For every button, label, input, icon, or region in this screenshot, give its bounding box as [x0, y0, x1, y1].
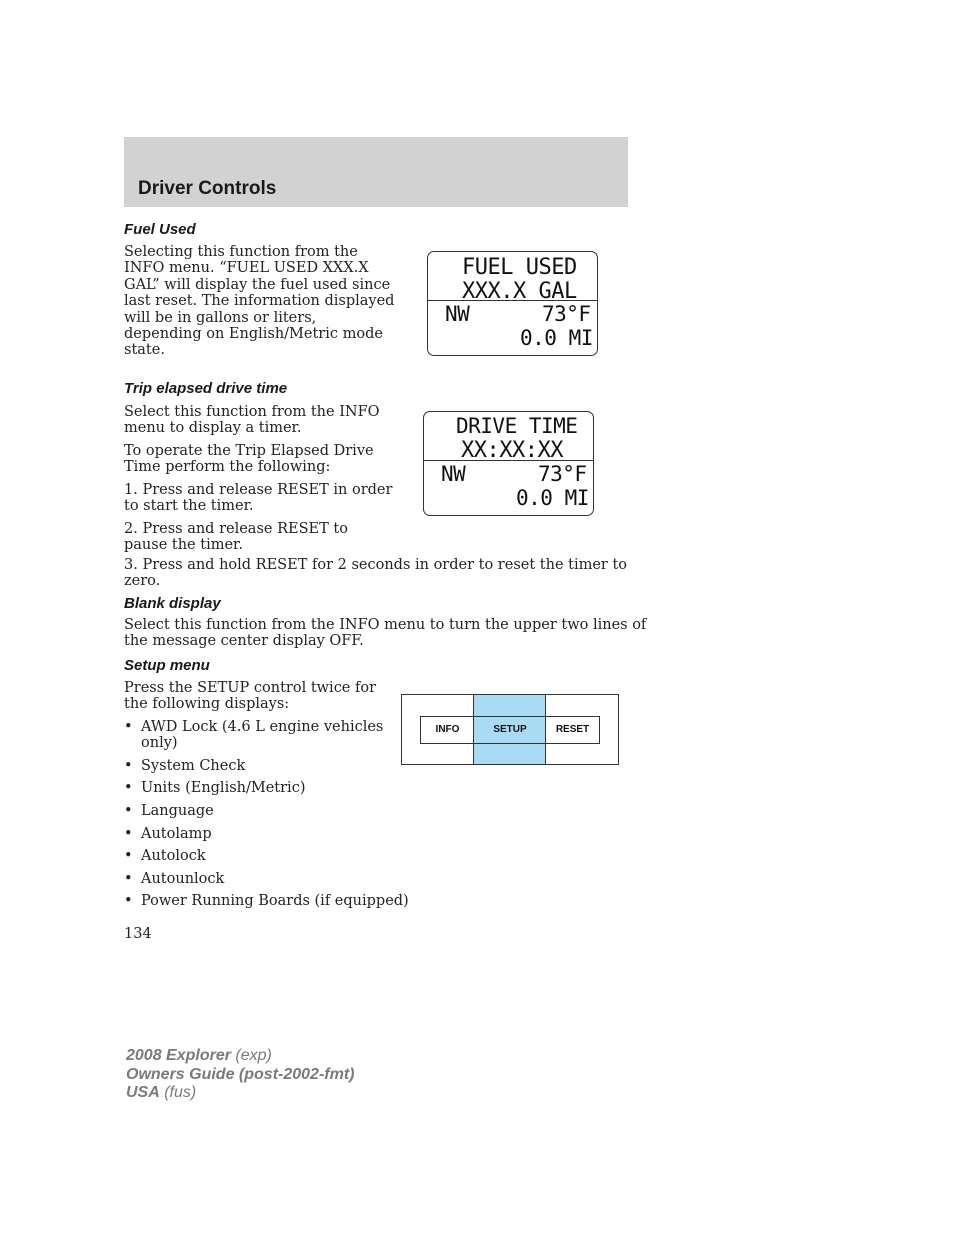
display-divider — [424, 460, 593, 461]
list-item-text: Autolamp — [141, 826, 212, 842]
list-item-text: Autolock — [141, 848, 206, 864]
footer-line-1 — [126, 1047, 272, 1065]
bullet-icon: • — [124, 871, 133, 887]
list-item-text: Units (English/Metric) — [141, 780, 306, 796]
fuel-used-display — [427, 251, 598, 356]
list-item — [124, 780, 384, 798]
list-item — [124, 758, 384, 776]
bullet-icon: • — [124, 719, 133, 735]
display-distance: 0.0 MI — [520, 326, 593, 350]
text-line: To operate the Trip Elapsed Drive — [124, 443, 374, 459]
text-line: the message center display OFF. — [124, 633, 364, 650]
text-line: Time perform the following: — [124, 459, 331, 476]
list-item — [124, 871, 384, 889]
footer-market: USA — [126, 1084, 160, 1101]
display-temperature: 73°F — [538, 462, 587, 486]
text-line: 2. Press and release RESET to — [124, 521, 348, 537]
bullet-icon: • — [124, 893, 133, 909]
list-item — [124, 803, 384, 821]
setup-menu-heading: Setup menu — [124, 657, 210, 674]
control-buttons-row — [420, 716, 600, 744]
trip-time-step-2 — [124, 521, 348, 554]
blank-display-heading: Blank display — [124, 595, 221, 612]
trip-time-step-1 — [124, 482, 392, 515]
text-line: 1. Press and release RESET in order — [124, 482, 393, 498]
list-item-text: AWD Lock (4.6 L engine vehicles — [141, 719, 384, 735]
text-line: to start the timer. — [124, 498, 254, 515]
footer-line-3 — [126, 1084, 196, 1102]
footer-guide: Owners Guide (post-2002-fmt) — [126, 1066, 355, 1083]
display-line-1: DRIVE TIME — [456, 414, 578, 438]
list-item-text: System Check — [141, 758, 246, 774]
display-temperature: 73°F — [542, 302, 591, 326]
text-line: menu to display a timer. — [124, 420, 302, 437]
text-line: zero. — [124, 573, 161, 590]
drive-time-display — [423, 411, 594, 516]
text-line: Select this function from the INFO menu to turn the upper two lines of — [124, 617, 647, 633]
trip-time-paragraph-2 — [124, 443, 374, 476]
section-title: Driver Controls — [138, 178, 277, 199]
display-compass: NW — [445, 302, 470, 326]
bullet-icon: • — [124, 780, 133, 796]
list-item — [124, 848, 384, 866]
setup-controls-illustration — [401, 694, 619, 765]
footer-line-2 — [126, 1066, 354, 1084]
info-button: INFO — [435, 724, 460, 735]
text-line: depending on English/Metric mode — [124, 326, 383, 343]
footer-model: 2008 Explorer — [126, 1047, 231, 1064]
display-line-2: XX:XX:XX — [461, 438, 563, 463]
footer-market-code: (fus) — [159, 1084, 197, 1101]
text-line: Press the SETUP control twice for — [124, 680, 377, 696]
list-item — [124, 893, 409, 911]
display-distance: 0.0 MI — [516, 486, 589, 510]
list-item — [124, 826, 384, 844]
text-line: the following displays: — [124, 696, 290, 713]
setup-menu-intro — [124, 680, 376, 713]
bullet-icon: • — [124, 803, 133, 819]
setup-button: SETUP — [493, 724, 527, 735]
page-number: 134 — [124, 926, 152, 942]
list-item-text: Power Running Boards (if equipped) — [141, 893, 409, 909]
bullet-icon: • — [124, 758, 133, 774]
text-line: pause the timer. — [124, 537, 243, 554]
text-line: INFO menu. “FUEL USED XXX.X — [124, 260, 369, 277]
list-item-text: Language — [141, 803, 214, 819]
fuel-used-paragraph — [124, 244, 394, 359]
text-line: Selecting this function from the — [124, 244, 358, 260]
trip-time-heading: Trip elapsed drive time — [124, 380, 288, 397]
bullet-icon: • — [124, 826, 133, 842]
footer-model-code: (exp) — [230, 1047, 272, 1064]
display-divider — [428, 300, 597, 301]
display-line-1: FUEL USED — [462, 255, 577, 280]
blank-display-paragraph — [124, 617, 646, 650]
text-line: GAL” will display the fuel used since — [124, 276, 391, 293]
text-line: will be in gallons or liters, — [124, 309, 317, 326]
text-line: state. — [124, 342, 165, 359]
list-item-text: only) — [141, 735, 178, 751]
reset-button: RESET — [555, 724, 590, 735]
text-line: Select this function from the INFO — [124, 404, 380, 420]
text-line: last reset. The information displayed — [124, 293, 395, 310]
display-line-2: XXX.X GAL — [462, 279, 577, 304]
fuel-used-heading: Fuel Used — [124, 221, 196, 238]
text-line: 3. Press and hold RESET for 2 seconds in order to reset the timer to — [124, 557, 628, 573]
list-item — [124, 719, 384, 753]
list-item-text: Autounlock — [141, 871, 225, 887]
trip-time-step-3 — [124, 557, 627, 590]
bullet-icon: • — [124, 848, 133, 864]
display-compass: NW — [441, 462, 466, 486]
trip-time-paragraph-1 — [124, 404, 380, 437]
